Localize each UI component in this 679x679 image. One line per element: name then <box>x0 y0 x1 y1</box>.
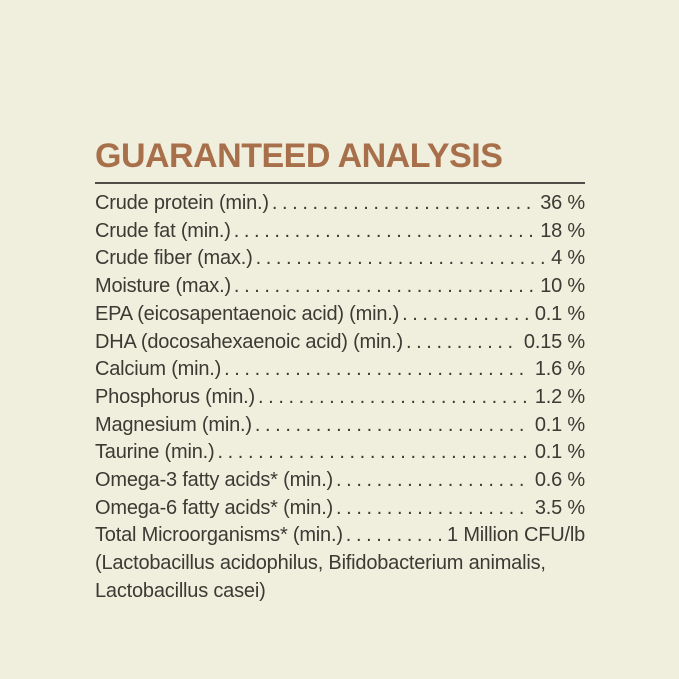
section-title: GUARANTEED ANALYSIS <box>95 137 503 175</box>
nutrient-value: 10 % <box>540 275 585 298</box>
nutrient-value: 0.15 % <box>523 330 585 353</box>
nutrient-label: EPA (eicosapentaenoic acid) (min.) <box>95 302 400 325</box>
nutrient-value: 0.6 % <box>534 469 585 492</box>
dot-leader <box>234 218 535 246</box>
table-row <box>95 439 585 467</box>
nutrient-label: Crude fat (min.) <box>95 219 231 242</box>
nutrient-value: 1.6 % <box>534 358 585 381</box>
table-row <box>95 467 585 495</box>
nutrient-value: 1 Million CFU/lb <box>447 524 585 547</box>
dot-leader <box>255 412 530 440</box>
nutrient-value: 0.1 % <box>534 413 585 436</box>
nutrient-value: 36 % <box>540 192 585 214</box>
dot-leader <box>256 245 547 273</box>
dot-leader <box>258 384 530 412</box>
table-row <box>95 356 585 384</box>
table-row <box>95 384 585 412</box>
dot-leader <box>402 301 530 329</box>
table-row <box>95 245 585 273</box>
nutrient-value: 0.1 % <box>534 302 585 325</box>
dot-leader <box>217 439 529 467</box>
dot-leader <box>272 190 535 218</box>
table-row <box>95 522 585 550</box>
dot-leader <box>406 329 519 357</box>
nutrient-label: Total Microorganisms* (min.) <box>95 524 343 547</box>
dot-leader <box>336 467 530 495</box>
title-divider <box>95 182 585 184</box>
nutrient-label: Magnesium (min.) <box>95 413 252 436</box>
nutrient-label: Calcium (min.) <box>95 358 222 381</box>
microorganisms-footnote-line: (Lactobacillus acidophilus, Bifidobacterium animalis, <box>95 552 546 575</box>
table-row <box>95 190 585 218</box>
nutrient-value: 4 % <box>551 247 585 270</box>
table-row <box>95 495 585 523</box>
nutrient-label: Phosphorus (min.) <box>95 385 255 408</box>
nutrient-label: Crude fiber (max.) <box>95 247 253 270</box>
analysis-table <box>95 190 585 606</box>
nutrient-label: Moisture (max.) <box>95 275 231 298</box>
nutrient-value: 0.1 % <box>534 441 585 464</box>
nutrient-label: Taurine (min.) <box>95 441 215 464</box>
nutrient-label: Crude protein (min.) <box>95 192 269 214</box>
dot-leader <box>346 522 442 550</box>
nutrient-label: Omega-3 fatty acids* (min.) <box>95 469 334 492</box>
dot-leader <box>224 356 530 384</box>
table-row <box>95 412 585 440</box>
nutrient-value: 1.2 % <box>534 385 585 408</box>
dot-leader <box>336 495 530 523</box>
nutrient-value: 18 % <box>540 219 585 242</box>
table-row <box>95 273 585 301</box>
table-row <box>95 218 585 246</box>
microorganisms-footnote-line: Lactobacillus casei) <box>95 579 266 602</box>
nutrient-value: 3.5 % <box>534 496 585 519</box>
table-row <box>95 301 585 329</box>
nutrient-label: DHA (docosahexaenoic acid) (min.) <box>95 330 403 353</box>
nutrient-label: Omega-6 fatty acids* (min.) <box>95 496 334 519</box>
dot-leader <box>234 273 535 301</box>
table-row <box>95 329 585 357</box>
